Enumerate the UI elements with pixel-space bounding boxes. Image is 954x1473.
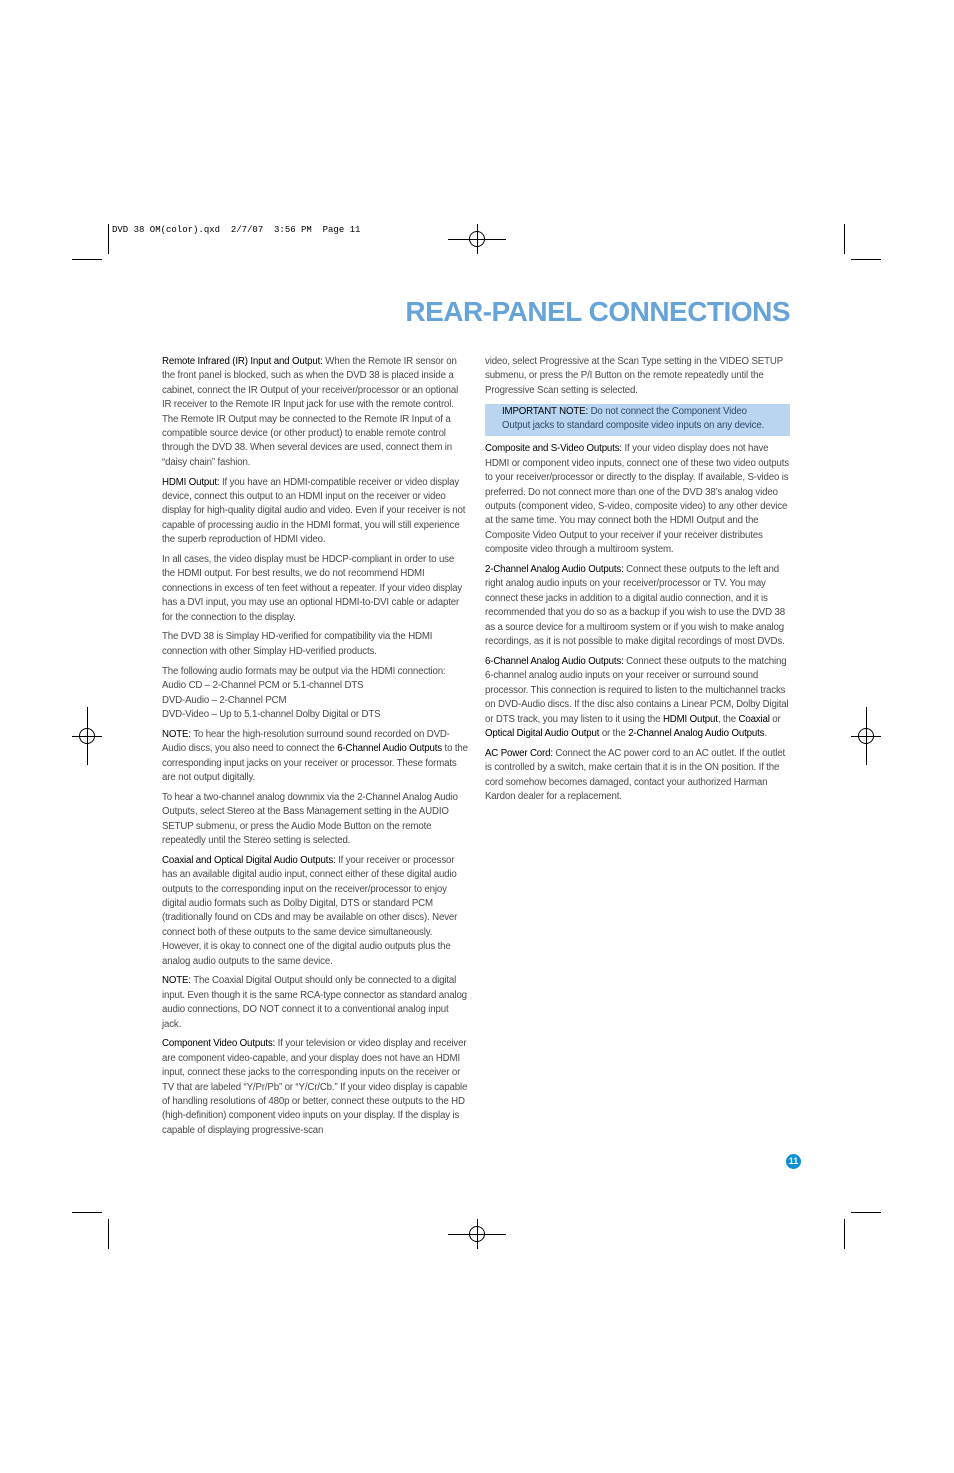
audio-format-item: DVD-Video – Up to 5.1-channel Dolby Digital or DTS xyxy=(162,708,381,720)
paragraph-text: When the Remote IR sensor on the front panel is blocked, such as when the DVD 38 is placed inside a cabinet, connect the IR Output of your receiver/processor or an optional IR receiver to the Remote IR Input jack for use with the remote control. The Remote IR Output may be connected to the Remote IR Input of a compatible source device (or other product) to enable remote control through the DVD 38. When several devices are used, connect them in “daisy chain” fashion. xyxy=(162,356,459,468)
paragraph-lead: IMPORTANT NOTE: xyxy=(502,405,589,417)
paragraph-text: or the xyxy=(599,727,629,739)
paragraph-text: or xyxy=(769,713,781,725)
paragraph-text: , the xyxy=(717,713,739,725)
registration-mark-icon xyxy=(851,721,881,751)
paragraph-text: to the corresponding input jacks on your receiver or processor. These formats are not output digitally. xyxy=(162,743,468,783)
paragraph-hdmi-output xyxy=(162,476,468,548)
inline-term: Optical Digital Audio Output xyxy=(485,727,600,739)
right-column xyxy=(485,355,790,810)
inline-term: Coaxial xyxy=(738,713,770,725)
left-column xyxy=(162,355,468,1144)
paragraph-lead: NOTE: xyxy=(162,728,191,740)
crop-mark xyxy=(844,224,845,254)
crop-mark xyxy=(851,1212,881,1213)
paragraph-text: . xyxy=(764,727,767,739)
paragraph-text: Do not connect the Component Video Output jacks to standard composite video inputs on any device. xyxy=(502,405,765,432)
print-slug: DVD 38 OM(color).qxd 2/7/07 3:56 PM Page 11 xyxy=(112,225,361,235)
inline-term: 2-Channel Analog Audio Outputs xyxy=(628,727,765,739)
paragraph-audio-formats xyxy=(162,665,468,723)
paragraph-hdcp xyxy=(162,553,468,625)
paragraph-note-coaxial xyxy=(162,974,468,1032)
audio-format-item: Audio CD – 2-Channel PCM or 5.1-channel DTS xyxy=(162,680,364,692)
crop-mark xyxy=(108,224,109,254)
paragraph-text: If your television or video display and receiver are component video-capable, and your display does not have an HDMI input, connect these jacks to the corresponding inputs on the receiver or TV that are labeled “Y/Pr/Pb” or “Y/Cr/Cb.” If your video display is capable of handling resolutions of 480p or better, connect these outputs to the HD (high-definition) component video inputs on your display. If the display is capable of displaying progressive-scan xyxy=(162,1038,468,1136)
registration-mark-icon xyxy=(72,721,102,751)
paragraph-note-dvd-audio xyxy=(162,728,468,786)
registration-mark-icon xyxy=(462,1219,492,1249)
paragraph-lead: 6-Channel Analog Audio Outputs: xyxy=(485,655,624,667)
paragraph-6ch-analog xyxy=(485,655,790,741)
paragraph-lead: NOTE: xyxy=(162,975,191,987)
paragraph-component-video xyxy=(162,1037,468,1138)
paragraph-text: In all cases, the video display must be HDCP-compliant in order to use the HDMI output. For best results, we do not recommend HDMI connections in excess of ten feet without a repeater. If your video display has a DVI input, you may use an optional HDMI-to-DVI cable or adapter for the connection to the display. xyxy=(162,554,463,623)
paragraph-lead: Composite and S-Video Outputs: xyxy=(485,443,622,455)
paragraph-lead: Component Video Outputs: xyxy=(162,1038,276,1050)
paragraph-text: Connect the AC power cord to an AC outlet. If the outlet is controlled by a switch, make certain that it is in the ON position. If the cord somehow becomes damaged, contact your authorized Harman Kardon dealer for a replacement. xyxy=(485,747,786,802)
paragraph-lead: AC Power Cord: xyxy=(485,747,553,759)
paragraph-lead: 2-Channel Analog Audio Outputs: xyxy=(485,564,624,576)
paragraph-lead: Coaxial and Optical Digital Audio Outputs: xyxy=(162,854,336,866)
paragraph-2ch-analog xyxy=(485,563,790,649)
paragraph-text: The following audio formats may be output via the HDMI connection: xyxy=(162,665,446,677)
crop-mark xyxy=(108,1219,109,1249)
inline-term: HDMI Output xyxy=(662,713,718,725)
paragraph-simplay xyxy=(162,630,468,659)
inline-term: 6-Channel Audio Outputs xyxy=(337,743,443,755)
paragraph-text: The DVD 38 is Simplay HD-verified for compatibility via the HDMI connection with other Simplay HD-verified products. xyxy=(162,631,433,657)
crop-mark xyxy=(844,1219,845,1249)
paragraph-progressive xyxy=(485,355,790,398)
paragraph-lead: Remote Infrared (IR) Input and Output: xyxy=(162,356,323,367)
paragraph-lead: HDMI Output: xyxy=(162,476,220,488)
registration-mark-icon xyxy=(462,224,492,254)
paragraph-text: video, select Progressive at the Scan Type setting in the VIDEO SETUP submenu, or press the P/I Button on the remote repeatedly until the Progressive Scan setting is selected. xyxy=(485,356,783,396)
paragraph-text: If your receiver or processor has an available digital audio input, connect either of these digital audio outputs to the corresponding input on the receiver/processor to enjoy digital audio formats such as Dolby Digital, DTS or standard PCM (traditionally found on CDs and may be available on other discs). Never connect both of these outputs to the same device simultaneously. However, it is okay to connect one of the digital audio outputs plus the analog audio outputs to the same device. xyxy=(162,854,458,967)
paragraph-ac-power xyxy=(485,747,790,805)
important-note-box xyxy=(485,404,790,437)
crop-mark xyxy=(72,259,102,260)
paragraph-text: To hear a two-channel analog downmix via the 2-Channel Analog Audio Outputs, select Stereo at the Bass Management setting in the AUDIO SETUP submenu, or press the Audio Mode Button on the remote repeatedly until the Stereo setting is selected. xyxy=(162,791,458,846)
paragraph-text: Connect these outputs to the left and right analog audio inputs on your receiver/processor or TV. You may connect these jacks in addition to a digital audio connection, and it is recommended that you do so as a backup if you wish to use the DVD 38 as a source device for a multiroom system or if you wish to make analog recordings, as it is not possible to make digital recordings of most DVDs. xyxy=(485,564,785,648)
paragraph-text: Connect these outputs to the matching 6-channel analog audio inputs on your receiver or surround sound processor. This connection is required to listen to the multichannel tracks on DVD-Audio discs. If the disc also contains a Linear PCM, Dolby Digital or DTS track, you may listen to it using the xyxy=(485,655,789,725)
paragraph-composite-svideo xyxy=(485,442,790,557)
crop-mark xyxy=(72,1212,102,1213)
paragraph-digital-audio xyxy=(162,854,468,969)
page-title: REAR-PANEL CONNECTIONS xyxy=(405,296,790,327)
paragraph-text: To hear the high-resolution surround sound recorded on DVD-Audio discs, you also need to connect the xyxy=(162,728,450,755)
paragraph-remote-ir xyxy=(162,355,468,470)
page-number-badge: 11 xyxy=(786,1154,801,1169)
crop-mark xyxy=(851,259,881,260)
audio-format-item: DVD-Audio – 2-Channel PCM xyxy=(162,694,287,706)
paragraph-text: If you have an HDMI-compatible receiver or video display device, connect this output to an HDMI input on the receiver or video display for high-quality digital audio and video. Even if your receiver is not capable of processing audio in the HDMI format, you will still experience the superb reproduction of HDMI video. xyxy=(162,476,466,546)
paragraph-text: If your video display does not have HDMI or component video inputs, connect one of these two video outputs to your receiver/processor or directly to the display. If available, S-video is preferred. Do not connect more than one of the DVD 38’s analog video outputs (component video, S-video, composite video) to any other device at the same time. You may connect both the HDMI Output and the Composite Video Output to your receiver if your receiver distributes composite video through a multiroom system. xyxy=(485,443,789,556)
paragraph-text: The Coaxial Digital Output should only be connected to a digital input. Even though it is the same RCA-type connector as standard analog audio connections, DO NOT connect it to a conventional analog input jack. xyxy=(162,975,467,1030)
paragraph-downmix xyxy=(162,791,468,849)
